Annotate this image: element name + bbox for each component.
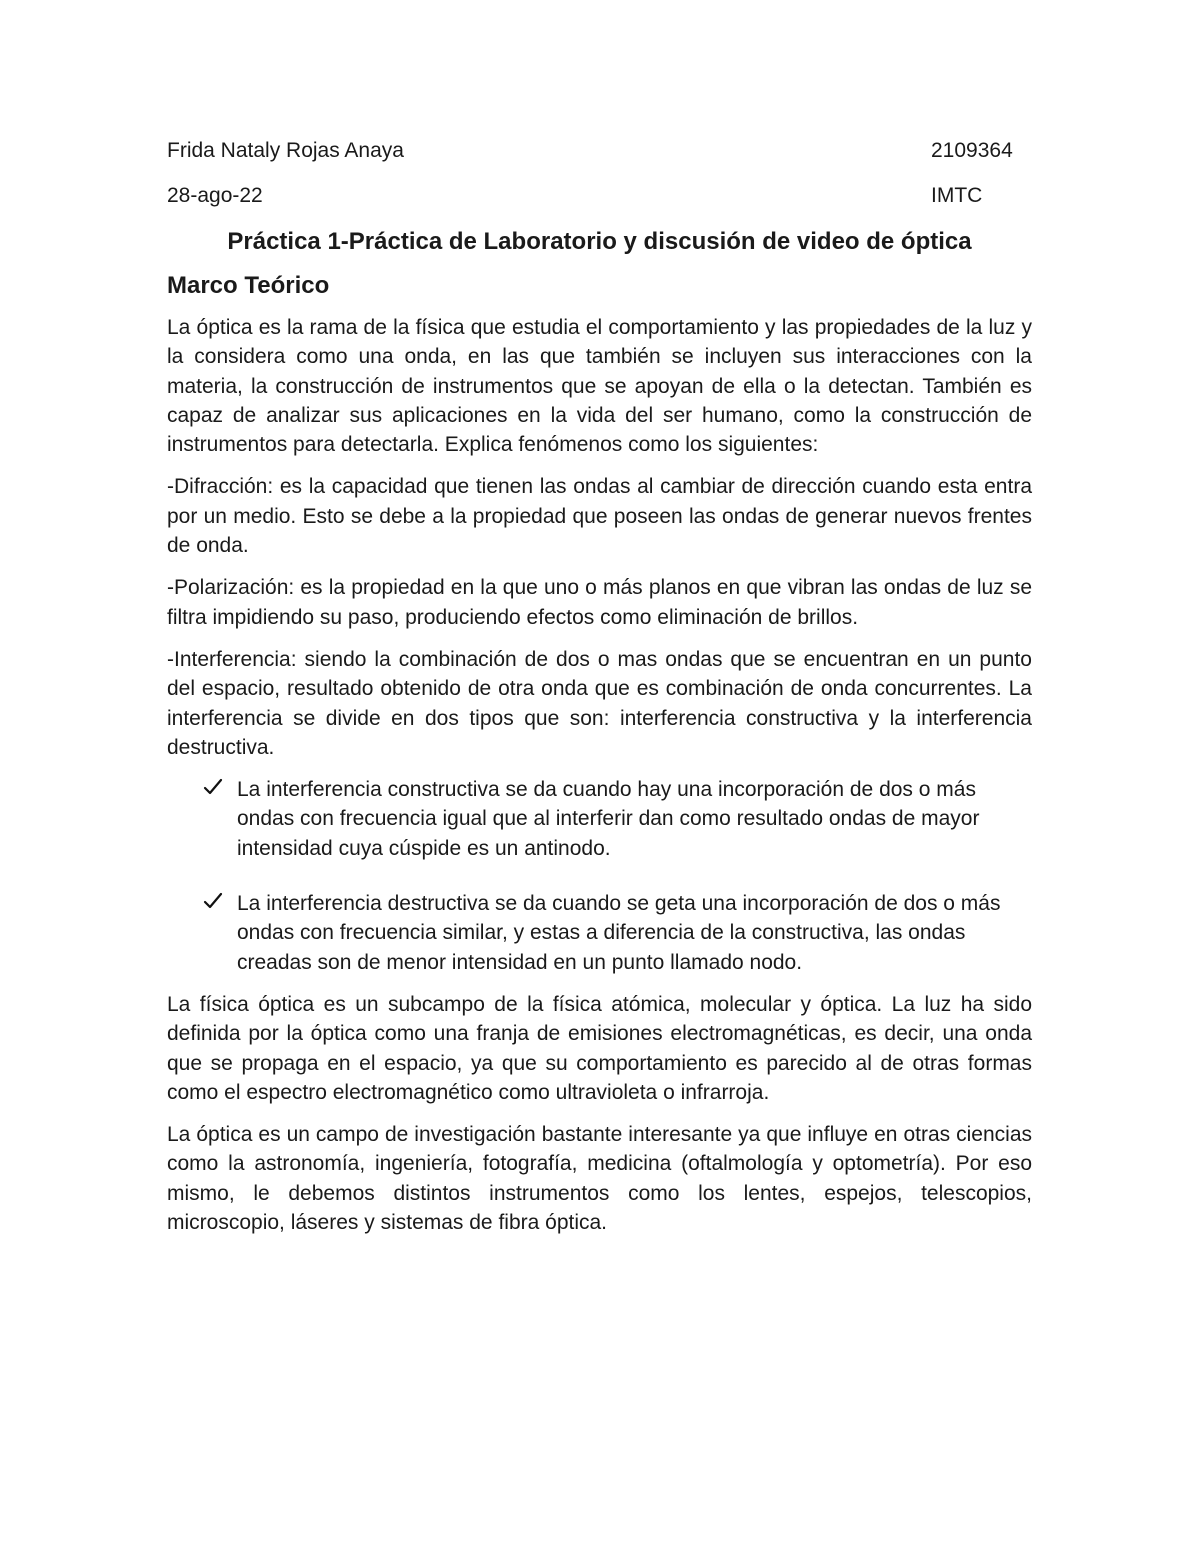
student-id: 2109364 (931, 139, 1013, 162)
header-row-1 (167, 136, 1032, 166)
checkmark-icon (203, 891, 223, 911)
program-code: IMTC (931, 184, 983, 207)
list-item-text: La interferencia constructiva se da cuando hay una incorporación de dos o más ondas con frecuencia igual que al interferir dan como resultado ondas de mayor intensidad cuya cúspide es un antinodo. (237, 778, 980, 860)
document-page (167, 136, 1032, 1250)
list-item (167, 775, 1032, 863)
paragraph-difraccion: -Difracción: es la capacidad que tienen las ondas al cambiar de dirección cuando esta entra por un medio. Esto se debe a la propiedad que poseen las ondas de generar nuevos frentes de onda. (167, 475, 1032, 558)
list-item-text: La interferencia destructiva se da cuando se geta una incorporación de dos o más ondas con frecuencia similar, y estas a diferencia de la constructiva, las ondas creadas son de menor intensidad en un punto llamado nodo. (237, 892, 1001, 974)
paragraph-intro: La óptica es la rama de la física que estudia el comportamiento y las propiedades de la luz y la considera como una onda, en las que también se incluyen sus interacciones con la materia, la construcción de instrumentos que se apoyan de ella o la detectan. También es capaz de analizar sus aplicaciones en la vida del ser humano, como la construcción de instrumentos para detectarla. Explica fenómenos como los siguientes: (167, 316, 1032, 457)
check-list (167, 775, 1032, 977)
section-title: Marco Teórico (167, 272, 330, 299)
document-title: Práctica 1-Práctica de Laboratorio y discusión de video de óptica (227, 228, 972, 255)
list-item (167, 889, 1032, 977)
author-name: Frida Nataly Rojas Anaya (167, 139, 404, 162)
paragraph-campo: La óptica es un campo de investigación bastante interesante ya que influye en otras ciencias como la astronomía, ingeniería, fotografía, medicina (oftalmología y optometría). Por eso mismo, le debemos distintos instrumentos como los lentes, espejos, telescopios, microscopio, láseres y sistemas de fibra óptica. (167, 1123, 1032, 1235)
paragraph-polarizacion: -Polarización: es la propiedad en la que uno o más planos en que vibran las ondas de luz se filtra impidiendo su paso, produciendo efectos como eliminación de brillos. (167, 576, 1032, 629)
header-row-2 (167, 181, 1032, 211)
paragraph-fisica-optica: La física óptica es un subcampo de la física atómica, molecular y óptica. La luz ha sido definida por la óptica como una franja de emisiones electromagnéticas, es decir, una onda que se propaga en el espacio, ya que su comportamiento es parecido al de otras formas como el espectro electromagnético como ultravioleta o infrarroja. (167, 992, 1032, 1104)
paragraph-interferencia: -Interferencia: siendo la combinación de dos o mas ondas que se encuentran en un punto del espacio, resultado obtenido de otra onda que es combinación de onda concurrentes. La interferencia se divide en dos tipos que son: interferencia constructiva y la interferencia destructiva. (167, 647, 1032, 759)
document-date: 28-ago-22 (167, 184, 263, 207)
checkmark-icon (203, 777, 223, 797)
